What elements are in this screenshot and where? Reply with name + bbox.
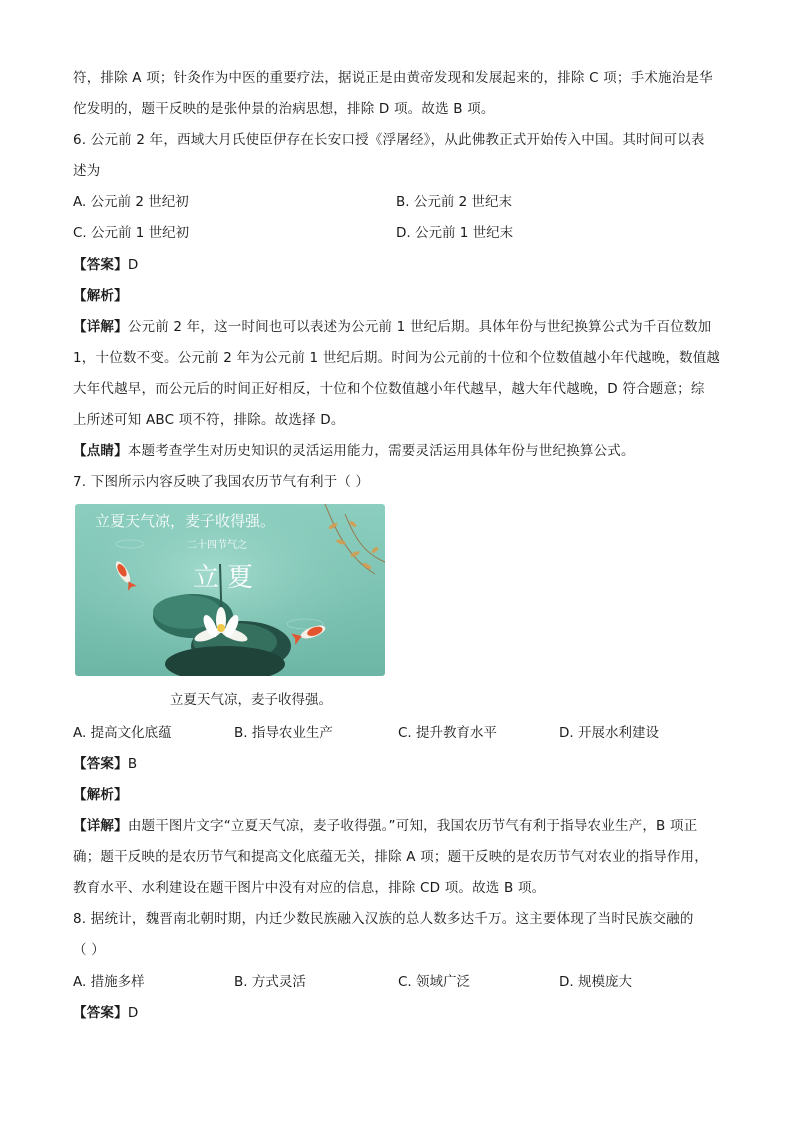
question-8-option-b: B. 方式灵活 <box>234 974 306 990</box>
question-7-detail: 教育水平、水利建设在题干图片中没有对应的信息，排除 CD 项。故选 B 项。 <box>73 880 546 896</box>
question-7-detail <box>73 816 697 836</box>
question-7-detail: 确；题干反映的是农历节气和提高文化底蕴无关，排除 A 项；题干反映的是农历节气对农业的指导作用， <box>73 849 708 865</box>
question-8-option-c: C. 领域广泛 <box>398 974 471 990</box>
question-6-point <box>73 441 635 461</box>
paragraph-line: 符，排除 A 项；针灸作为中医的重要疗法，据说正是由黄帝发现和发展起来的，排除 C 项；手术施治是华 <box>73 70 713 86</box>
question-6-detail: 大年代越早，而公元后的时间正好相反，十位和个位数值越小年代越早，越大年代越晚，D 符合题意；综 <box>73 381 705 397</box>
detail-text: 公元前 2 年，这一时间也可以表述为公元前 1 世纪后期。具体年份与世纪换算公式为千百位数加 <box>127 319 712 335</box>
question-7-answer <box>73 754 137 774</box>
question-7-analysis <box>73 785 128 805</box>
question-6-detail: 1，十位数不变。公元前 2 年为公元前 1 世纪后期。时间为公元前的十位和个位数值越小年代越晚，数值越 <box>73 350 721 366</box>
question-6-option-a: A. 公元前 2 世纪初 <box>73 194 189 210</box>
lixia-illustration <box>75 504 385 676</box>
answer-tag: 【答案】 <box>73 756 128 772</box>
answer-tag: 【答案】 <box>73 1005 128 1021</box>
point-text: 本题考查学生对历史知识的灵活运用能力，需要灵活运用具体年份与世纪换算公式。 <box>127 443 635 459</box>
question-6-option-b: B. 公元前 2 世纪末 <box>396 194 513 210</box>
question-7-stem: 7. 下图所示内容反映了我国农历节气有利于（ ） <box>73 474 370 490</box>
point-tag: 【点睛】 <box>73 443 128 459</box>
question-7-option-b: B. 指导农业生产 <box>234 725 333 741</box>
figure-caption: 立夏天气凉，麦子收得强。 <box>170 692 332 708</box>
illustration-title: 立夏 <box>193 563 262 593</box>
answer-value: D <box>127 257 139 273</box>
question-6-option-c: C. 公元前 1 世纪初 <box>73 225 190 241</box>
answer-tag: 【答案】 <box>73 257 128 273</box>
illustration-subtitle: 二十四节气之 <box>187 540 247 551</box>
question-6-detail <box>73 317 711 337</box>
illustration-poem: 立夏天气凉，麦子收得强。 <box>95 512 276 530</box>
question-8-stem: （ ） <box>73 942 105 958</box>
detail-tag: 【详解】 <box>73 319 128 335</box>
paragraph-line: 佗发明的，题干反映的是张仲景的治病思想，排除 D 项。故选 B 项。 <box>73 101 495 117</box>
question-7-option-a: A. 提高文化底蕴 <box>73 725 172 741</box>
detail-text: 由题干图片文字“立夏天气凉，麦子收得强。”可知，我国农历节气有利于指导农业生产，B 项正 <box>127 818 698 834</box>
question-6-detail: 上所述可知 ABC 项不符，排除。故选择 D。 <box>73 412 345 428</box>
question-7-option-d: D. 开展水利建设 <box>559 725 659 741</box>
question-8-option-d: D. 规模庞大 <box>559 974 632 990</box>
question-8-option-a: A. 措施多样 <box>73 974 145 990</box>
question-8-answer <box>73 1003 138 1023</box>
answer-value: B <box>127 756 138 772</box>
question-6-answer <box>73 255 138 275</box>
detail-tag: 【详解】 <box>73 818 128 834</box>
question-6-stem: 6. 公元前 2 年，西域大月氏使臣伊存在长安口授《浮屠经》，从此佛教正式开始传入中国。其时间可以表 <box>73 132 705 148</box>
question-6-analysis <box>73 286 128 306</box>
question-7-option-c: C. 提升教育水平 <box>398 725 498 741</box>
answer-value: D <box>127 1005 139 1021</box>
question-6-option-d: D. 公元前 1 世纪末 <box>396 225 514 241</box>
question-6-stem: 述为 <box>73 163 101 179</box>
analysis-tag: 【解析】 <box>73 787 128 803</box>
analysis-tag: 【解析】 <box>73 288 128 304</box>
question-8-stem: 8. 据统计，魏晋南北朝时期，内迁少数民族融入汉族的总人数多达千万。这主要体现了当时民族交融的 <box>73 911 694 927</box>
